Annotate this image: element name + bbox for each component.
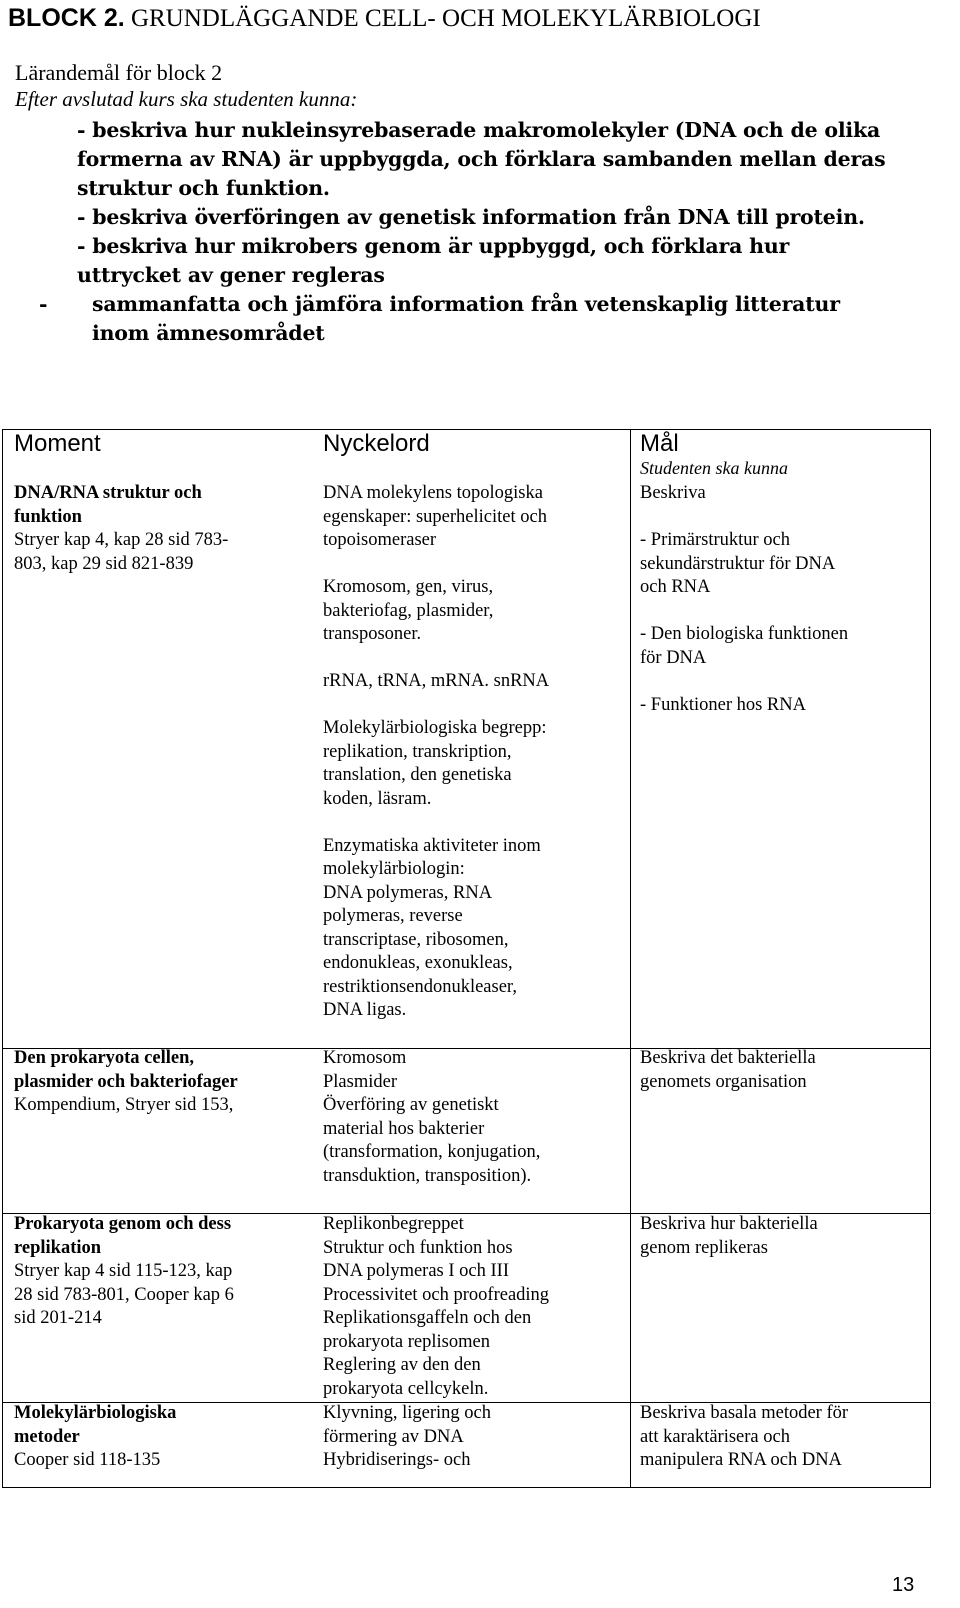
goal-line: Beskriva — [640, 483, 706, 503]
header-goal-subtitle: Studenten ska kunna — [640, 458, 788, 478]
keyword-line: polymeras, reverse — [323, 906, 463, 926]
moment-title: metoder — [14, 1426, 80, 1447]
keyword-line: DNA polymeras, RNA — [323, 882, 493, 903]
keyword-line: koden, läsram. — [323, 788, 432, 809]
goal-1 — [77, 116, 885, 203]
keyword-line: egenskaper: superhelicitet och — [323, 506, 547, 527]
moment-ref: sid 201-214 — [14, 1308, 102, 1328]
moment-ref: Cooper sid 118-135 — [14, 1450, 161, 1470]
header-keywords: Nyckelord — [323, 430, 430, 457]
goal-line: genom replikeras — [640, 1237, 768, 1258]
moment-title: Prokaryota genom och dess — [14, 1214, 232, 1234]
page-number: 13 — [892, 1574, 915, 1596]
keywords-cell — [323, 482, 549, 1023]
goal-4-line: sammanfatta och jämföra information från vetenskaplig litteratur — [92, 292, 840, 316]
goal-4-dash: - — [39, 292, 48, 316]
moment-cell — [14, 1402, 176, 1473]
goal-3-line: uttrycket av gener regleras — [77, 263, 385, 287]
keyword-line: Hybridiserings- och — [323, 1450, 471, 1470]
goal-1-line: formerna av RNA) är uppbyggda, och förklara sambanden mellan deras — [77, 147, 886, 171]
keyword-line: Replikationsgaffeln och den — [323, 1308, 532, 1328]
keyword-line: transcriptase, ribosomen, — [323, 929, 509, 950]
goal-line: sekundärstruktur för DNA — [640, 553, 836, 574]
goal-3 — [77, 232, 789, 290]
goal-line: - Primärstruktur och — [640, 530, 791, 550]
keyword-line: restriktionsendonukleaser, — [323, 976, 517, 997]
goal-cell — [640, 1047, 816, 1094]
keyword-line: rRNA, tRNA, mRNA. snRNA — [323, 671, 550, 691]
goal-2-line: - beskriva överföringen av genetisk information från DNA till protein. — [77, 205, 865, 229]
keyword-line: DNA ligas. — [323, 1000, 407, 1020]
moment-cell — [14, 482, 228, 576]
keyword-line: Kromosom, gen, virus, — [323, 577, 494, 597]
moment-ref: Stryer kap 4, kap 28 sid 783- — [14, 530, 229, 550]
keyword-line: replikation, transkription, — [323, 741, 512, 762]
keyword-line: prokaryota cellcykeln. — [323, 1378, 489, 1399]
moment-cell — [14, 1047, 238, 1118]
keyword-line: Molekylärbiologiska begrepp: — [323, 718, 547, 738]
keyword-line: endonukleas, exonukleas, — [323, 953, 513, 973]
document-title — [8, 4, 761, 33]
keyword-line: (transformation, konjugation, — [323, 1142, 541, 1162]
keywords-cell — [323, 1047, 540, 1188]
goal-2 — [77, 203, 865, 232]
keywords-cell — [323, 1213, 549, 1401]
keyword-line: Plasmider — [323, 1071, 397, 1092]
column-divider — [630, 430, 631, 1487]
keyword-line: Enzymatiska aktiviteter inom — [323, 835, 541, 856]
keyword-line: förmering av DNA — [323, 1426, 464, 1447]
goal-cell — [640, 1402, 848, 1473]
keyword-line: Struktur och funktion hos — [323, 1237, 513, 1258]
keyword-line: prokaryota replisomen — [323, 1331, 490, 1352]
keyword-line: Reglering av den den — [323, 1355, 481, 1375]
keyword-line: translation, den genetiska — [323, 765, 512, 785]
goal-line: manipulera RNA och DNA — [640, 1450, 842, 1470]
moment-ref: 28 sid 783-801, Cooper kap 6 — [14, 1284, 234, 1305]
goal-1-line: - beskriva hur nukleinsyrebaserade makromolekyler (DNA och de olika — [77, 118, 881, 142]
moment-title: replikation — [14, 1237, 102, 1258]
goal-4-body — [92, 290, 840, 348]
keyword-line: Processivitet och proofreading — [323, 1284, 550, 1305]
goals-heading: Lärandemål för block 2 — [15, 60, 223, 85]
goal-cell — [640, 1213, 818, 1260]
keyword-line: DNA polymeras I och III — [323, 1261, 509, 1281]
keyword-line: transduktion, transposition). — [323, 1165, 532, 1186]
goal-line: genomets organisation — [640, 1071, 807, 1092]
keyword-line: molekylärbiologin: — [323, 859, 465, 879]
moment-cell — [14, 1213, 234, 1331]
goal-3-line: - beskriva hur mikrobers genom är uppbyggd, och förklara hur — [77, 234, 790, 258]
goal-line: Beskriva det bakteriella — [640, 1048, 816, 1068]
goal-1-line: struktur och funktion. — [77, 176, 330, 200]
keyword-line: bakteriofag, plasmider, — [323, 600, 494, 621]
moment-ref: Stryer kap 4 sid 115-123, kap — [14, 1261, 233, 1281]
keyword-line: Replikonbegreppet — [323, 1214, 464, 1234]
goal-line: Beskriva hur bakteriella — [640, 1214, 818, 1234]
goal-line: Beskriva basala metoder för — [640, 1403, 849, 1423]
moment-ref: Kompendium, Stryer sid 153, — [14, 1095, 234, 1115]
keyword-line: material hos bakterier — [323, 1118, 485, 1139]
title-rest: GRUNDLÄGGANDE CELL- OCH MOLEKYLÄRBIOLOGI — [124, 5, 761, 32]
moment-ref: 803, kap 29 sid 821-839 — [14, 553, 194, 574]
goal-line: - Funktioner hos RNA — [640, 694, 806, 715]
keyword-line: Överföring av genetiskt — [323, 1095, 499, 1115]
keywords-cell — [323, 1402, 491, 1473]
moment-title: Den prokaryota cellen, — [14, 1048, 195, 1068]
goal-line: och RNA — [640, 577, 711, 597]
keyword-line: topoisomeraser — [323, 530, 437, 550]
goal-line: för DNA — [640, 647, 707, 668]
title-prefix: BLOCK 2. — [8, 4, 125, 32]
course-table — [2, 429, 931, 1488]
goal-4-line: inom ämnesområdet — [92, 321, 325, 345]
goals-lead: Efter avslutad kurs ska studenten kunna: — [15, 87, 358, 111]
keyword-line: Kromosom — [323, 1048, 407, 1068]
header-goal: Mål — [640, 430, 679, 457]
goal-line: att karaktärisera och — [640, 1426, 790, 1447]
moment-title: DNA/RNA struktur och — [14, 483, 202, 503]
header-moment: Moment — [14, 430, 101, 457]
keyword-line: transposoner. — [323, 624, 422, 644]
moment-title: Molekylärbiologiska — [14, 1403, 177, 1423]
keyword-line: DNA molekylens topologiska — [323, 483, 543, 503]
moment-title: plasmider och bakteriofager — [14, 1071, 238, 1092]
keyword-line: Klyvning, ligering och — [323, 1403, 492, 1423]
goal-line: - Den biologiska funktionen — [640, 624, 849, 644]
moment-title: funktion — [14, 506, 82, 527]
goal-cell — [640, 482, 848, 717]
